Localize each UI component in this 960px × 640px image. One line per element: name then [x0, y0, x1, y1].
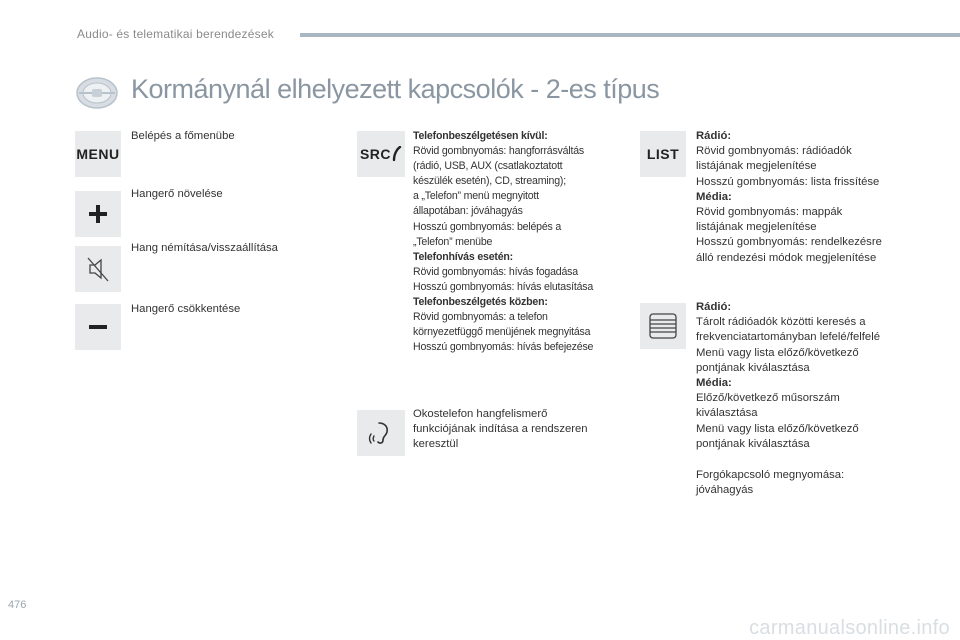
src-description	[413, 129, 633, 355]
wheel-line: Menü vagy lista előző/következő	[696, 346, 859, 359]
voice-description	[413, 407, 633, 453]
wheel-description	[696, 300, 936, 452]
list-line: álló rendezési módok megjelenítése	[696, 251, 877, 264]
menu-description: Belépés a főmenübe	[131, 130, 235, 142]
src-line: (rádió, USB, AUX (csatlakoztatott	[413, 160, 563, 173]
wheel-line: kiválasztása	[696, 407, 758, 420]
src-line: Telefonbeszélgetés közben:	[413, 296, 548, 309]
src-line: Hosszú gombnyomás: belépés a	[413, 220, 562, 233]
wheel-line: frekvenciatartományban lefelé/felfelé	[696, 331, 880, 344]
voice-line: Okostelefon hangfelismerő	[413, 408, 548, 420]
src-line: a „Telefon” menü megnyitott	[413, 190, 539, 203]
list-line: Hosszú gombnyomás: lista frissítése	[696, 175, 880, 188]
src-phone-button-icon	[357, 131, 405, 177]
list-description	[696, 129, 916, 266]
src-line: állapotában: jóváhagyás	[413, 205, 523, 218]
src-line: Telefonbeszélgetésen kívül:	[413, 130, 548, 142]
list-line: Rövid gombnyomás: mappák	[696, 206, 843, 219]
volume-down-description: Hangerő csökkentése	[131, 303, 241, 315]
wheel-press-description	[696, 468, 916, 498]
src-line: Rövid gombnyomás: hangforrásváltás	[413, 145, 585, 158]
list-icon-label: LIST	[646, 146, 680, 162]
section-header: Audio- és telematikai berendezések	[77, 27, 274, 41]
list-line: Rövid gombnyomás: rádióadók	[696, 145, 852, 158]
minus-icon	[75, 304, 121, 350]
menu-icon-label: MENU	[76, 146, 120, 162]
src-line: Rövid gombnyomás: a telefon	[413, 311, 548, 324]
mute-description: Hang némítása/visszaállítása	[131, 242, 278, 254]
list-line: Média:	[696, 190, 732, 203]
src-line: Rövid gombnyomás: hívás fogadása	[413, 265, 578, 278]
voice-recognition-icon	[357, 410, 405, 456]
wheel-line: Média:	[696, 377, 732, 390]
src-line: készülék esetén), CD, streaming);	[413, 175, 566, 188]
voice-line: keresztül	[413, 438, 459, 451]
wheel-line: Tárolt rádióadók közötti keresés a	[696, 316, 866, 329]
wheel-line: Előző/következő műsorszám	[696, 392, 840, 405]
page-number: 476	[8, 599, 27, 611]
voice-line: funkciójának indítása a rendszeren	[413, 423, 588, 436]
src-line: Hosszú gombnyomás: hívás befejezése	[413, 341, 594, 354]
list-line: Rádió:	[696, 130, 732, 142]
wheel-line: pontjának kiválasztása	[696, 437, 810, 450]
thumbwheel-icon	[640, 303, 686, 349]
volume-up-description: Hangerő növelése	[131, 188, 223, 200]
list-line: Hosszú gombnyomás: rendelkezésre	[696, 236, 882, 249]
wheel-press-line: Forgókapcsoló megnyomása:	[696, 469, 845, 481]
wheel-press-line: jóváhagyás	[696, 484, 754, 497]
wheel-line: Rádió:	[696, 301, 732, 313]
list-line: listájának megjelenítése	[696, 221, 817, 234]
wheel-line: pontjának kiválasztása	[696, 361, 810, 374]
header-divider	[300, 33, 960, 37]
mute-icon	[75, 246, 121, 292]
menu-button-icon	[75, 131, 121, 177]
plus-icon	[75, 191, 121, 237]
src-icon-label: SRC	[359, 146, 392, 162]
steering-wheel-icon	[75, 76, 119, 110]
src-line: Telefonhívás esetén:	[413, 250, 514, 263]
src-line: Hosszú gombnyomás: hívás elutasítása	[413, 280, 594, 293]
watermark: carmanualsonline.info	[749, 617, 950, 639]
src-line: környezetfüggő menüjének megnyitása	[413, 326, 591, 339]
wheel-line: Menü vagy lista előző/következő	[696, 422, 859, 435]
src-line: „Telefon” menübe	[413, 235, 493, 248]
list-button-icon	[640, 131, 686, 177]
list-line: listájának megjelenítése	[696, 160, 817, 173]
page-title: Kormánynál elhelyezett kapcsolók - 2-es típus	[131, 74, 660, 104]
